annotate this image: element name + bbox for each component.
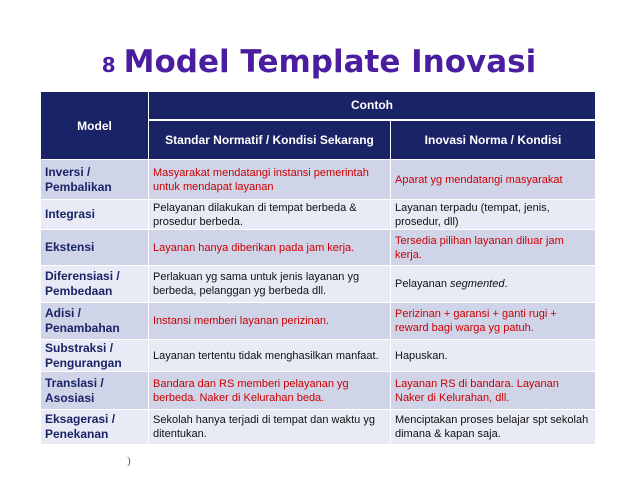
standar-cell: Perlakuan yg sama untuk jenis layanan yg berbeda, pelanggan yg berbeda dll. (149, 266, 391, 303)
header-inovasi: Inovasi Norma / Kondisi (391, 120, 596, 160)
standar-cell: Pelayanan dilakukan di tempat berbeda & prosedur berbeda. (149, 200, 391, 230)
table-row (41, 410, 596, 445)
inovasi-cell: Layanan terpadu (tempat, jenis, prosedur, dll) (391, 200, 596, 230)
model-name: Eksagerasi / Penekanan (41, 410, 149, 445)
model-name: Substraksi / Pengurangan (41, 340, 149, 372)
standar-cell: Instansi memberi layanan perizinan. (149, 303, 391, 340)
model-name: Ekstensi (41, 230, 149, 266)
table-row (41, 160, 596, 200)
inovasi-suffix: . (504, 278, 508, 290)
page-title (0, 44, 638, 80)
inovasi-emphasis: segmented (450, 278, 505, 290)
table-row (41, 372, 596, 410)
inovasi-cell: Hapuskan. (391, 340, 596, 372)
inovasi-prefix: Pelayanan (395, 278, 451, 290)
title-text: Model Template Inovasi (123, 44, 537, 80)
header-model: Model (41, 92, 149, 160)
standar-cell: Bandara dan RS memberi pelayanan yg berbeda. Naker di Kelurahan beda. (149, 372, 391, 410)
standar-cell: Layanan tertentu tidak menghasilkan manfaat. (149, 340, 391, 372)
table-row (41, 230, 596, 266)
title-number: 8 (101, 53, 116, 77)
table-row (41, 340, 596, 372)
table-row (41, 200, 596, 230)
inovasi-cell: Menciptakan proses belajar spt sekolah dimana & kapan saja. (391, 410, 596, 445)
inovasi-cell: Aparat yg mendatangi masyarakat (391, 160, 596, 200)
model-name: Adisi / Penambahan (41, 303, 149, 340)
model-name: Diferensiasi / Pembedaan (41, 266, 149, 303)
inovasi-cell: Layanan RS di bandara. Layanan Naker di Kelurahan, dll. (391, 372, 596, 410)
footer-mark: ) (127, 455, 131, 467)
model-name: Inversi / Pembalikan (41, 160, 149, 200)
table-row (41, 266, 596, 303)
standar-cell: Masyarakat mendatangi instansi pemerintah untuk mendapat layanan (149, 160, 391, 200)
model-name: Translasi / Asosiasi (41, 372, 149, 410)
innovation-model-table (40, 91, 596, 445)
standar-cell: Sekolah hanya terjadi di tempat dan waktu yg ditentukan. (149, 410, 391, 445)
standar-cell: Layanan hanya diberikan pada jam kerja. (149, 230, 391, 266)
inovasi-cell: Perizinan + garansi + ganti rugi + reward bagi warga yg patuh. (391, 303, 596, 340)
model-name: Integrasi (41, 200, 149, 230)
header-contoh: Contoh (149, 92, 596, 120)
inovasi-cell: Tersedia pilihan layanan diluar jam kerja. (391, 230, 596, 266)
header-standar: Standar Normatif / Kondisi Sekarang (149, 120, 391, 160)
table-row (41, 303, 596, 340)
inovasi-cell (391, 266, 596, 303)
